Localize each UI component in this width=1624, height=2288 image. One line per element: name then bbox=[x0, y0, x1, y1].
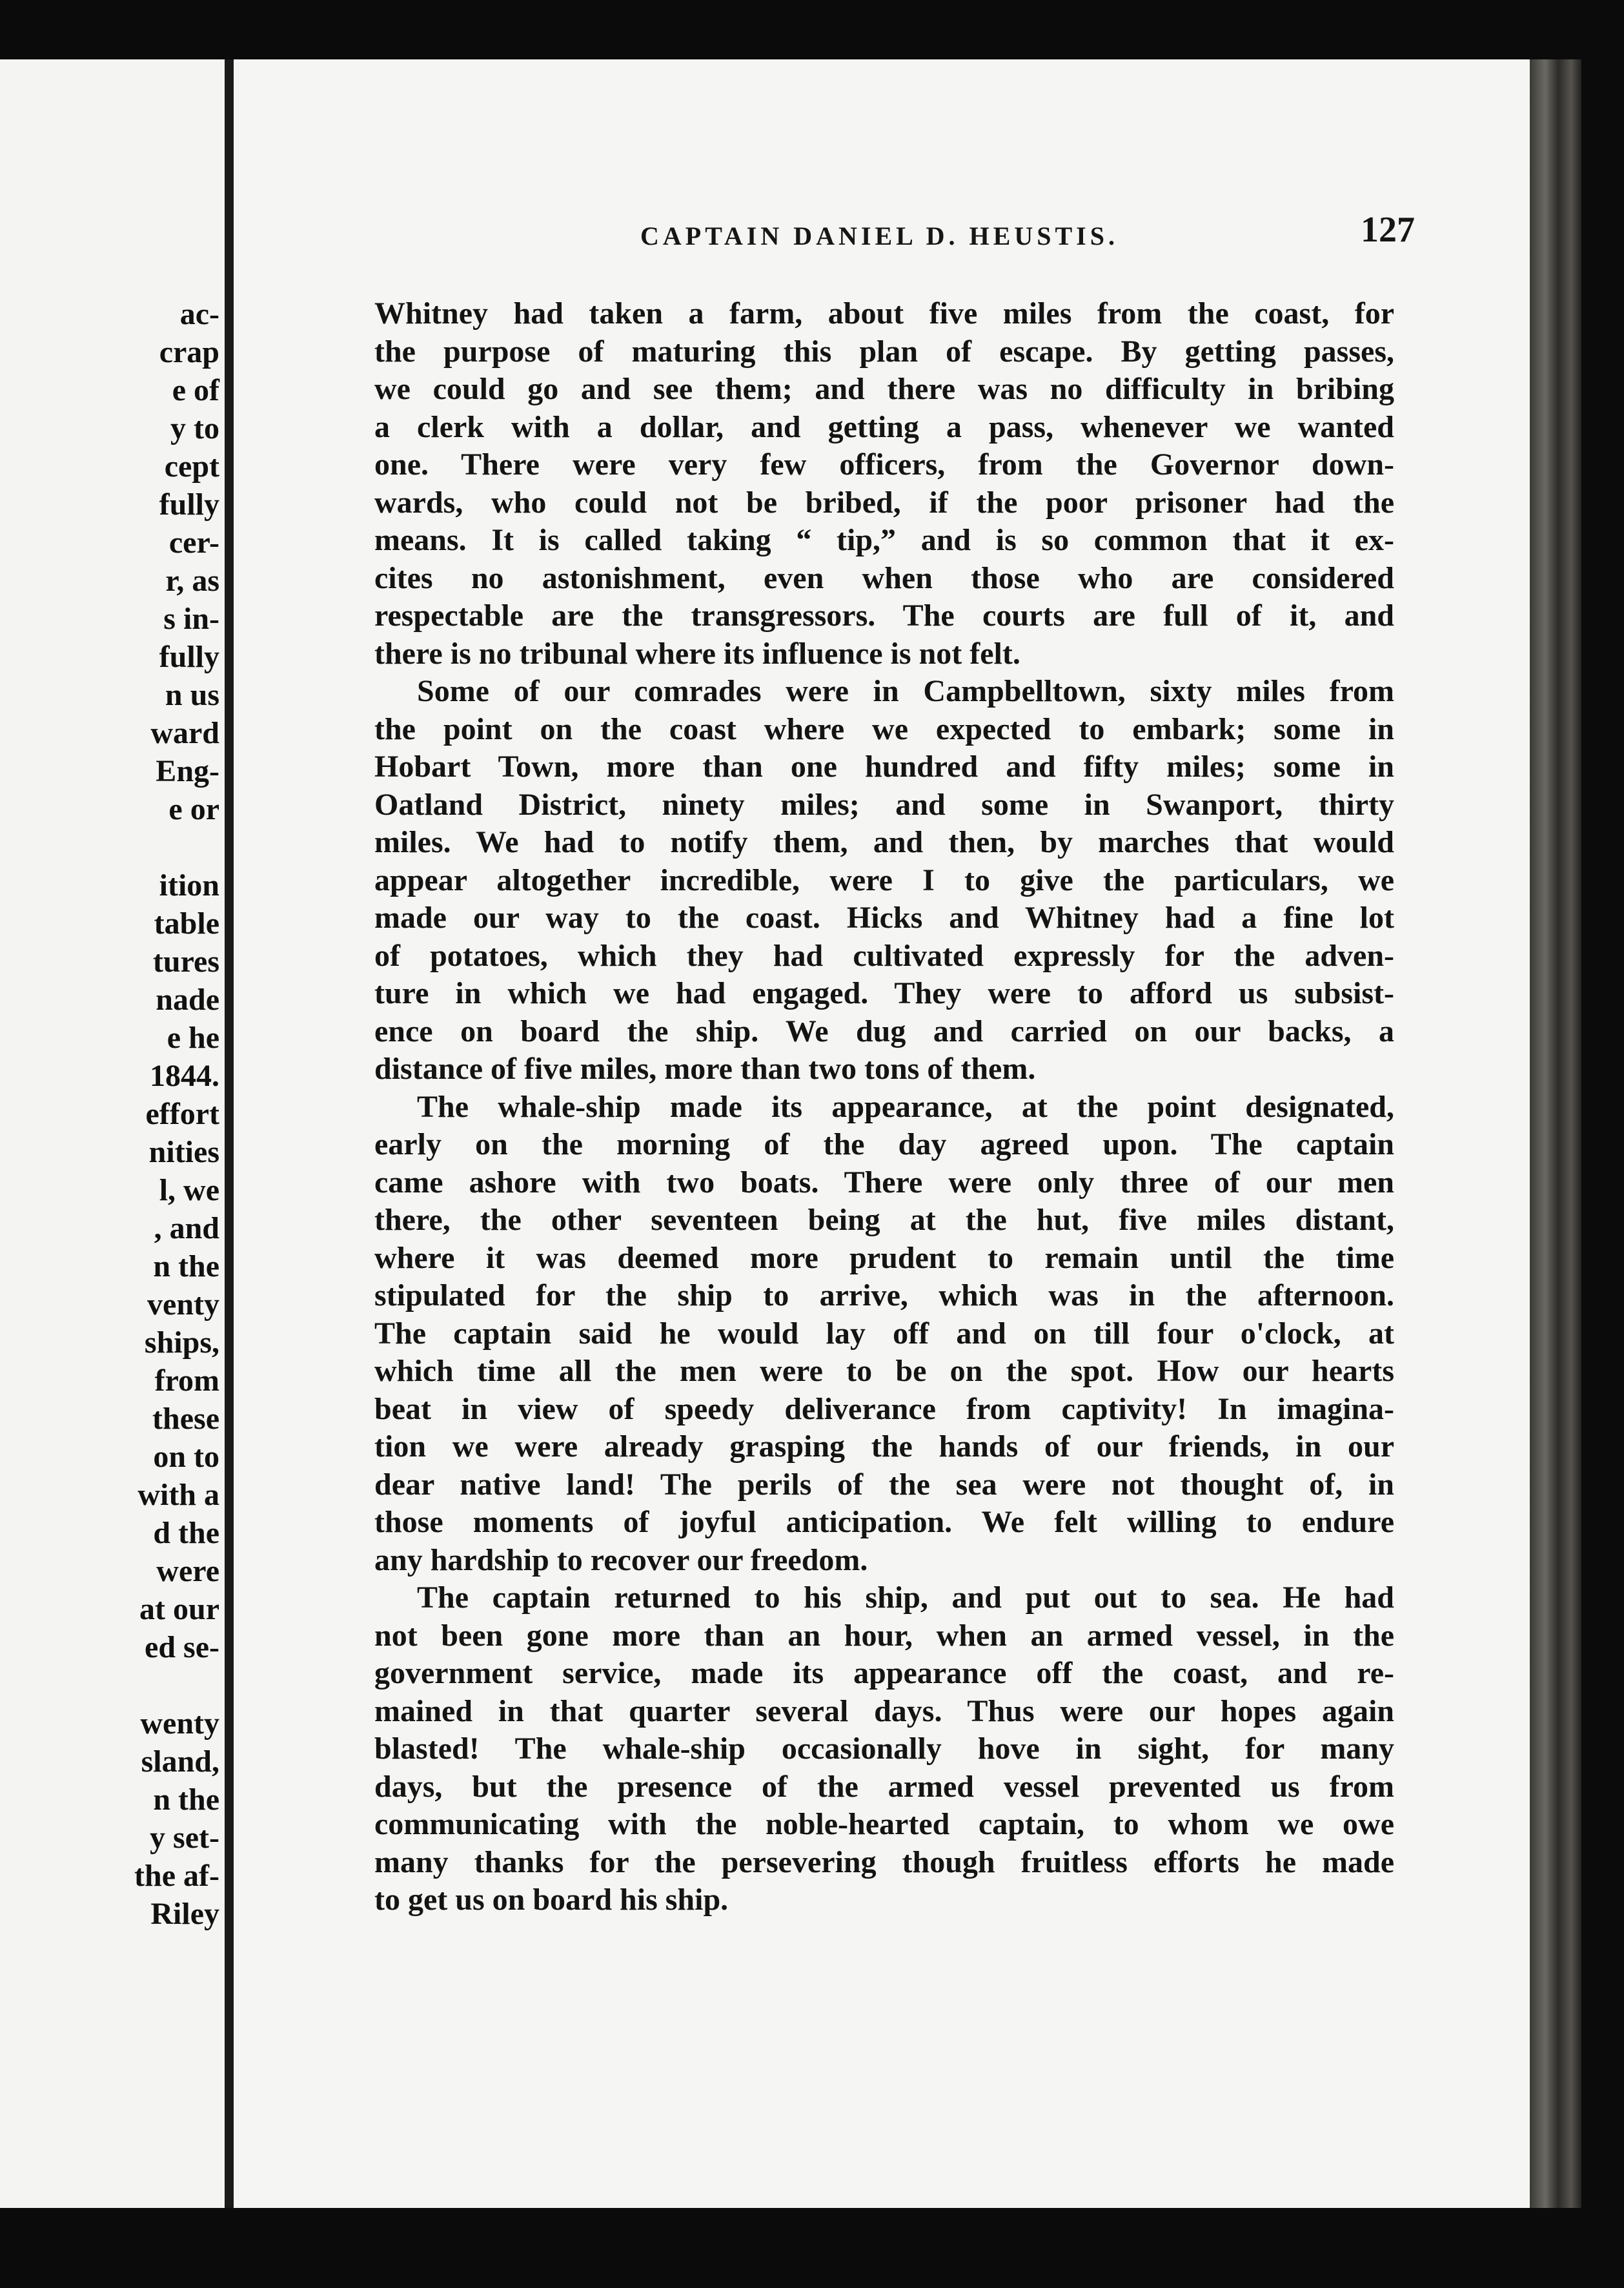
text-line: wards, who could not be bribed, if the poor prisoner had the bbox=[374, 485, 1394, 520]
left-page-line: n the bbox=[153, 1782, 219, 1817]
text-line: beat in view of speedy deliverance from captivity! In imagina- bbox=[374, 1391, 1394, 1426]
text-line: The captain returned to his ship, and put out to sea. He had bbox=[417, 1580, 1394, 1615]
left-page-line: n us bbox=[165, 678, 219, 712]
text-line: came ashore with two boats. There were only three of our men bbox=[374, 1165, 1394, 1200]
text-line: many thanks for the persevering though fruitless efforts he made bbox=[374, 1844, 1394, 1879]
left-page-line: tures bbox=[152, 945, 219, 979]
left-page-line: effort bbox=[145, 1097, 219, 1131]
text-line: to get us on board his ship. bbox=[374, 1883, 729, 1917]
text-line: which time all the men were to be on the spot. How our hearts bbox=[374, 1354, 1394, 1388]
text-line: miles. We had to notify them, and then, by marches that would bbox=[374, 825, 1394, 859]
text-line: dear native land! The perils of the sea were not thought of, in bbox=[374, 1467, 1394, 1502]
left-page-line: sland, bbox=[141, 1744, 219, 1779]
text-line: communicating with the noble-hearted captain, to whom we owe bbox=[374, 1807, 1394, 1841]
left-page-line: table bbox=[154, 906, 219, 941]
text-line: we could go and see them; and there was no difficulty in bribing bbox=[374, 372, 1394, 406]
text-line: there, the other seventeen being at the hut, five miles distant, bbox=[374, 1203, 1394, 1237]
text-line: government service, made its appearance off the coast, and re- bbox=[374, 1656, 1394, 1690]
text-line: the purpose of maturing this plan of escape. By getting passes, bbox=[374, 334, 1394, 369]
left-page-line: ed se- bbox=[145, 1630, 219, 1664]
text-line: means. It is called taking “ tip,” and is so common that it ex- bbox=[374, 523, 1394, 557]
left-page-line: with a bbox=[137, 1478, 219, 1512]
text-line: a clerk with a dollar, and getting a pass, whenever we wanted bbox=[374, 409, 1394, 444]
text-line: Whitney had taken a farm, about five miles from the coast, for bbox=[374, 296, 1394, 331]
left-page-line: cer- bbox=[168, 526, 219, 560]
text-line: Some of our comrades were in Campbelltown, sixty miles from bbox=[417, 674, 1394, 708]
page-edge bbox=[1530, 59, 1581, 2208]
page-number: 127 bbox=[1361, 210, 1415, 250]
left-page-line: e he bbox=[167, 1021, 219, 1055]
text-line: of potatoes, which they had cultivated expressly for the adven- bbox=[374, 938, 1394, 973]
text-line: respectable are the transgressors. The courts are full of it, and bbox=[374, 598, 1394, 633]
text-line: distance of five miles, more than two tons of them. bbox=[374, 1052, 1036, 1086]
left-page-line: Riley bbox=[150, 1897, 219, 1931]
left-page-line: s in- bbox=[163, 602, 219, 636]
left-page-line: were bbox=[156, 1554, 219, 1588]
text-line: cites no astonishment, even when those who are considered bbox=[374, 560, 1394, 595]
text-line: blasted! The whale-ship occasionally hove in sight, for many bbox=[374, 1731, 1394, 1766]
text-line: where it was deemed more prudent to remain until the time bbox=[374, 1240, 1394, 1275]
left-page-line: Eng- bbox=[156, 754, 219, 788]
running-head: CAPTAIN DANIEL D. HEUSTIS. bbox=[640, 221, 1119, 250]
left-page-line: , and bbox=[154, 1211, 219, 1245]
left-page-line: r, as bbox=[165, 564, 219, 598]
left-page-line: crap bbox=[159, 335, 219, 369]
text-line: not been gone more than an hour, when an armed vessel, in the bbox=[374, 1618, 1394, 1653]
text-line: The whale-ship made its appearance, at the point designated, bbox=[417, 1089, 1394, 1124]
binding-gutter bbox=[225, 59, 234, 2208]
text-line: the point on the coast where we expected to embark; some in bbox=[374, 711, 1394, 746]
left-page-line: nade bbox=[156, 983, 219, 1017]
text-line: stipulated for the ship to arrive, which was in the afternoon. bbox=[374, 1278, 1394, 1313]
text-line: appear altogether incredible, were I to give the particulars, we bbox=[374, 863, 1394, 897]
left-page-line: e or bbox=[168, 792, 219, 826]
left-page-line: ition bbox=[159, 868, 219, 903]
text-line: made our way to the coast. Hicks and Whitney had a fine lot bbox=[374, 901, 1394, 935]
text-line: early on the morning of the day agreed upon. The captain bbox=[374, 1127, 1394, 1161]
text-line: ence on board the ship. We dug and carried on our backs, a bbox=[374, 1014, 1394, 1048]
left-page-line: these bbox=[152, 1402, 219, 1436]
left-page-line bbox=[13, 828, 219, 866]
text-line: Oatland District, ninety miles; and some in Swanport, thirty bbox=[374, 787, 1394, 822]
text-line: ture in which we had engaged. They were to afford us subsist- bbox=[374, 976, 1394, 1010]
left-page-line: n the bbox=[153, 1249, 219, 1283]
right-page bbox=[234, 59, 1530, 2208]
left-page-line: fully bbox=[159, 640, 219, 674]
left-page-text-fragments bbox=[13, 295, 219, 1933]
left-page-line: ac- bbox=[179, 297, 219, 331]
left-page-line: fully bbox=[159, 487, 219, 522]
left-page-line: nities bbox=[148, 1135, 219, 1169]
left-page-line: ward bbox=[150, 716, 219, 750]
text-line: days, but the presence of the armed vessel prevented us from bbox=[374, 1769, 1394, 1804]
left-page-line: y set- bbox=[150, 1821, 219, 1855]
text-line: The captain said he would lay off and on till four o'clock, at bbox=[374, 1316, 1394, 1351]
text-line: mained in that quarter several days. Thus were our hopes again bbox=[374, 1693, 1394, 1728]
left-page-line: e of bbox=[172, 373, 219, 407]
left-page-line: from bbox=[154, 1364, 219, 1398]
left-page-line: venty bbox=[147, 1287, 219, 1322]
body-text bbox=[374, 295, 1394, 1919]
text-line: one. There were very few officers, from the Governor down- bbox=[374, 447, 1394, 482]
left-page-line: at our bbox=[139, 1592, 219, 1626]
text-line: there is no tribunal where its influence is not felt. bbox=[374, 636, 1020, 671]
left-page-line: on to bbox=[153, 1440, 219, 1474]
left-page-line bbox=[13, 1666, 219, 1704]
text-line: Hobart Town, more than one hundred and fifty miles; some in bbox=[374, 750, 1394, 784]
left-page-line: 1844. bbox=[150, 1059, 219, 1093]
text-line: tion we were already grasping the hands of our friends, in our bbox=[374, 1429, 1394, 1464]
left-page-line: cept bbox=[164, 449, 219, 484]
left-page-line: d the bbox=[153, 1516, 219, 1550]
text-line: those moments of joyful anticipation. We felt willing to endure bbox=[374, 1505, 1394, 1539]
left-page-line: the af- bbox=[134, 1859, 219, 1893]
left-page-line: l, we bbox=[159, 1173, 219, 1207]
text-line: any hardship to recover our freedom. bbox=[374, 1542, 868, 1577]
left-page-line: y to bbox=[170, 411, 219, 445]
left-page-line: wenty bbox=[140, 1706, 219, 1741]
left-page bbox=[0, 59, 225, 2208]
left-page-line: ships, bbox=[144, 1325, 219, 1360]
